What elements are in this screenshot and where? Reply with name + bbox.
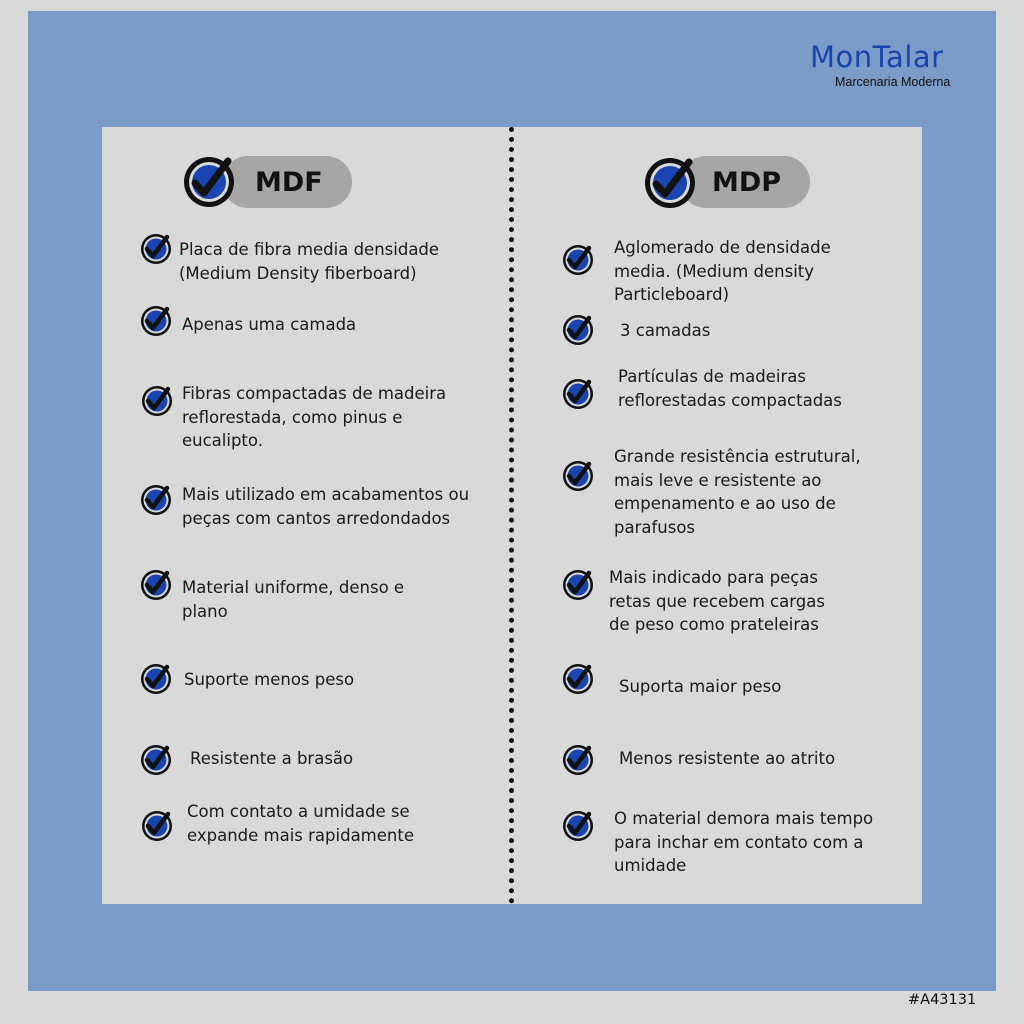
mdp-item-5-check-circle-icon [562,569,594,601]
mdf-item-5-check-circle-icon [140,569,172,601]
mdf-item-8: Com contato a umidade se expande mais rapidamente [187,802,414,845]
column-divider [509,127,514,904]
mdp-item-2: 3 camadas [620,321,711,340]
mdf-item-7: Resistente a brasão [190,749,354,768]
brand-tagline: Marcenaria Moderna [835,75,951,89]
mdf-item-8-check-circle-icon [141,810,173,842]
mdf-item-2: Apenas uma camada [182,315,357,334]
mdp-item-1: Aglomerado de densidade media. (Medium density Particleboard) [614,238,831,304]
mdf-item-4-check-circle-icon [140,484,172,516]
mdf-item-6-check-circle-icon [140,663,172,695]
mdp-item-5: Mais indicado para peças retas que recebem cargas de peso como prateleiras [609,568,825,634]
mdp-item-7-check-circle-icon [562,744,594,776]
mdf-item-4: Mais utilizado em acabamentos ou peças com cantos arredondados [182,485,470,528]
brand-logo [810,42,970,94]
mdp-item-4: Grande resistência estrutural, mais leve e resistente ao empenamento e ao uso de parafusos [614,447,861,537]
mdf-item-7-check-circle-icon [140,744,172,776]
mdp-item-4-check-circle-icon [562,460,594,492]
mdp-item-3-check-circle-icon [562,378,594,410]
mdf-item-6: Suporte menos peso [184,670,355,689]
mdf-item-1: Placa de fibra media densidade (Medium Density fiberboard) [179,240,440,283]
mdp-heading: MDP [712,167,782,198]
mdf-item-5: Material uniforme, denso e plano [182,578,405,621]
mdf-item-1-check-circle-icon [140,233,172,265]
mdp-item-6: Suporta maior peso [619,677,782,696]
image-code: #A43131 [908,992,977,1008]
mdf-item-3-check-circle-icon [141,385,173,417]
mdp-item-2-check-circle-icon [562,314,594,346]
mdp-item-3: Partículas de madeiras reflorestadas compactadas [618,367,842,410]
mdp-item-7: Menos resistente ao atrito [619,749,836,768]
brand-name: MonTalar [810,40,944,74]
mdf-heading: MDF [255,167,323,198]
mdf-item-2-check-circle-icon [140,305,172,337]
mdf-heading-check-circle-icon [182,155,236,209]
mdp-heading-check-circle-icon [643,156,697,210]
mdp-item-1-check-circle-icon [562,244,594,276]
mdp-item-8-check-circle-icon [562,810,594,842]
mdp-item-6-check-circle-icon [562,663,594,695]
mdp-item-8: O material demora mais tempo para inchar em contato com a umidade [614,809,874,875]
mdf-item-3: Fibras compactadas de madeira reflorestada, como pinus e eucalipto. [182,384,447,450]
